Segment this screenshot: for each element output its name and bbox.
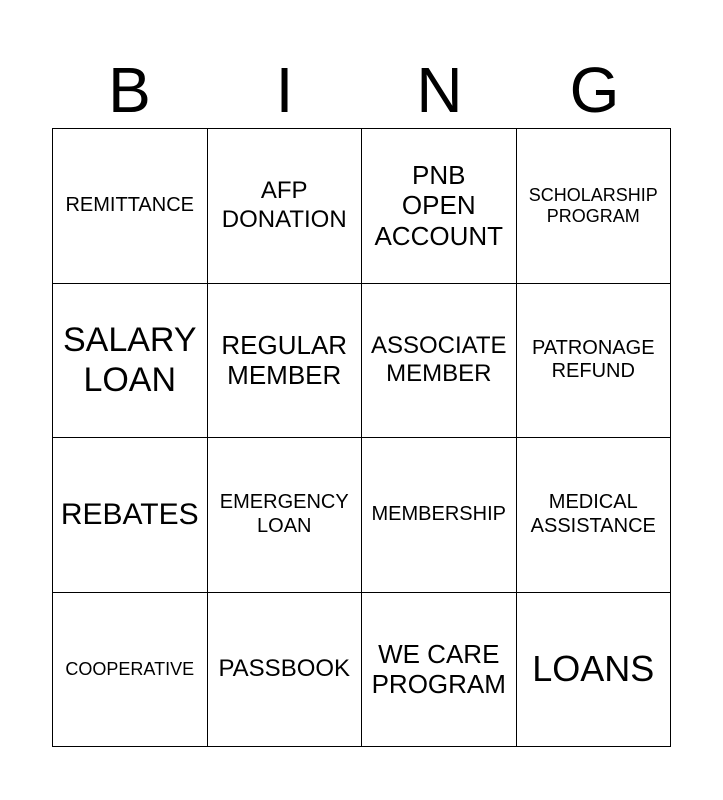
cell-label: LOANS <box>532 648 655 690</box>
cell-label: COOPERATIVE <box>65 658 195 679</box>
bingo-cell-passbook[interactable] <box>208 593 363 748</box>
header-letter-g: G <box>569 54 620 126</box>
cell-label: PATRONAGE REFUND <box>531 336 655 383</box>
bingo-cell-we-care-program[interactable] <box>362 593 517 748</box>
bingo-cell-emergency-loan[interactable] <box>208 438 363 593</box>
bingo-cell-remittance[interactable] <box>53 129 208 284</box>
cell-label: SALARY LOAN <box>62 321 197 400</box>
bingo-cell-pnb-open-account[interactable] <box>362 129 517 284</box>
header-letter-n: N <box>416 54 463 126</box>
bingo-cell-patronage-refund[interactable] <box>517 284 672 439</box>
cell-label: MEDICAL ASSISTANCE <box>530 491 656 537</box>
cell-label: MEMBERSHIP <box>371 502 506 525</box>
cell-label: AFP DONATION <box>221 177 347 233</box>
bingo-cell-scholarship-program[interactable] <box>517 129 672 284</box>
cell-label: REBATES <box>60 498 199 532</box>
bingo-cell-rebates[interactable] <box>53 438 208 593</box>
cell-label: REGULAR MEMBER <box>221 329 348 391</box>
bingo-cell-membership[interactable] <box>362 438 517 593</box>
cell-label: ASSOCIATE MEMBER <box>370 331 507 388</box>
bingo-header <box>52 52 672 128</box>
bingo-cell-regular-member[interactable] <box>208 284 363 439</box>
header-letter-i: I <box>275 54 294 126</box>
bingo-cell-medical-assistance[interactable] <box>517 438 672 593</box>
cell-label: WE CARE PROGRAM <box>371 638 506 700</box>
bingo-board <box>52 128 671 747</box>
cell-label: PASSBOOK <box>218 655 351 683</box>
header-letter-b: B <box>108 54 151 126</box>
cell-label: REMITTANCE <box>65 193 194 216</box>
cell-label: PNB OPEN ACCOUNT <box>374 159 504 252</box>
bingo-cell-cooperative[interactable] <box>53 593 208 748</box>
cell-label: EMERGENCY LOAN <box>219 491 349 537</box>
cell-label: SCHOLARSHIP PROGRAM <box>528 184 658 226</box>
bingo-cell-afp-donation[interactable] <box>208 129 363 284</box>
bingo-cell-associate-member[interactable] <box>362 284 517 439</box>
bingo-cell-salary-loan[interactable] <box>53 284 208 439</box>
bingo-cell-loans[interactable] <box>517 593 672 748</box>
